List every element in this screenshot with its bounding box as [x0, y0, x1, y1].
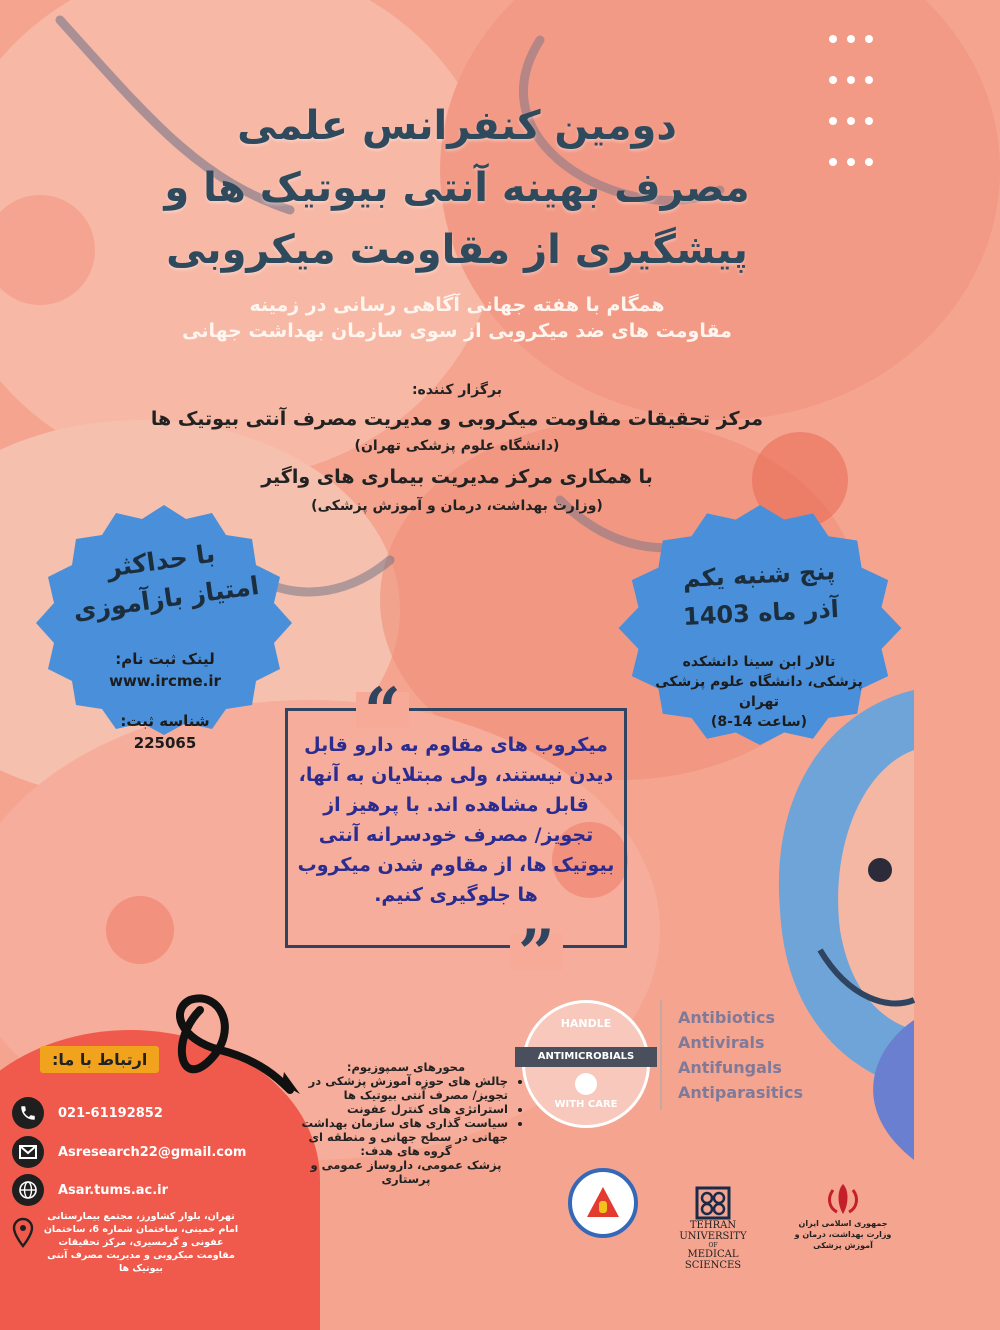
tums-name: MEDICAL SCIENCES [684, 1249, 742, 1271]
location-icon [12, 1218, 34, 1252]
phone-icon [12, 1097, 44, 1129]
antimicrobial-item: Antibiotics [678, 1008, 775, 1027]
pill-icon [575, 1073, 597, 1095]
antimicrobial-item: Antivirals [678, 1033, 765, 1052]
symposium-topics [290, 1060, 522, 1186]
title-line: مصرف بهینه آنتی بیوتیک ها و [164, 165, 750, 211]
venue-line: تالار ابن سینا دانشکده [682, 654, 836, 670]
title-line: پیشگیری از مقاومت میکروبی [166, 227, 748, 273]
quote-text: میکروب های مقاوم به دارو قابل دیدن نیستند، ولی مبتلایان به آنها، قابل مشاهده اند. با پرهیز از تجویز/ مصرف خودسرانه آنتی بیوتیک ها، از مقاوم شدن میکروب ها جلوگیری کنیم. [297, 734, 615, 906]
contact-heading: ارتباط با ما: [40, 1046, 159, 1073]
tums-name: OF [708, 1242, 718, 1249]
topic-item: • چالش های حوزه آموزش پزشکی در تجویز/ مصرف آنتی بیوتیک ها [290, 1074, 508, 1102]
partner-affiliation: (وزارت بهداشت، درمان و آموزش پزشکی) [311, 498, 603, 514]
antimicrobial-item: Antiparasitics [678, 1083, 803, 1102]
ministry-name: وزارت بهداشت، درمان و آموزش پزشکی [794, 1230, 892, 1250]
tums-logo [658, 1186, 768, 1271]
badge-line: امتیاز بازآموزی [71, 570, 262, 626]
divider [660, 1000, 662, 1110]
contact-website-row[interactable] [12, 1174, 168, 1206]
close-quote-icon: ” [510, 934, 563, 970]
title-line: دومین کنفرانس علمی [237, 103, 677, 149]
research-center-logo [568, 1168, 638, 1238]
registration-link-label: لینک ثبت نام: [115, 650, 215, 668]
cme-badge [30, 505, 298, 735]
antimicrobial-item: Antifungals [678, 1058, 782, 1077]
subtitle [120, 292, 794, 344]
venue [636, 652, 882, 732]
venue-line: (ساعت 14-8) [710, 714, 808, 730]
organizer-label: برگزار کننده: [411, 382, 503, 398]
antimicrobial-list [678, 1005, 803, 1105]
handle-text: HANDLE [560, 1017, 612, 1030]
tums-emblem-icon [695, 1186, 731, 1220]
face-illustration [700, 690, 914, 1210]
target-text: پزشک عمومی، داروساز عمومی و پرستاری [310, 1158, 502, 1186]
topic-item: • سیاست گذاری های سازمان بهداشت جهانی در سطح جهانی و منطقه ای [290, 1116, 508, 1144]
open-quote-icon: “ [356, 692, 409, 728]
ministry-name: جمهوری اسلامی ایران [798, 1219, 888, 1228]
topics-list [290, 1074, 522, 1144]
contact-email-row[interactable] [12, 1136, 246, 1168]
mail-icon [12, 1136, 44, 1168]
partner-name: با همکاری مرکز مدیریت بیماری های واگیر [261, 466, 653, 488]
contact-email: Asresearch22@gmail.com [58, 1144, 247, 1160]
target-heading: گروه های هدف: [360, 1144, 452, 1158]
registration-link[interactable]: www.ircme.ir [109, 672, 221, 690]
tums-name: TEHRAN UNIVERSITY [679, 1220, 747, 1242]
registration-id-label: شناسه ثبت: [120, 712, 210, 730]
contact-phone: 021-61192852 [58, 1105, 163, 1121]
conference-title [100, 95, 814, 281]
venue-line: پزشکی، دانشگاه علوم پزشکی [655, 674, 863, 690]
antimicrobials-band: ANTIMICROBIALS [515, 1047, 657, 1067]
dots-decoration [824, 28, 878, 170]
globe-icon [12, 1174, 44, 1206]
registration-id: 225065 [133, 734, 197, 752]
contact-address: تهران، بلوار کشاورز، مجتمع بیمارستانی امام خمینی، ساختمان شماره 6، ساختمان عفونی و گرمسیری، مرکز تحقیقات مقاومت میکروبی و مدیریت مصرف آنتی بیوتیک ها [43, 1211, 239, 1274]
date-badge-text [680, 552, 840, 636]
subtitle-line: همگام با هفته جهانی آگاهی رسانی در زمینه [249, 294, 665, 316]
venue-line: تهران [739, 694, 779, 710]
organizer-affiliation: (دانشگاه علوم پزشکی تهران) [354, 438, 560, 454]
topics-heading: محورهای سمپوزیوم: [346, 1060, 466, 1074]
organizer-name: مرکز تحقیقات مقاومت میکروبی و مدیریت مصرف آنتی بیوتیک ها [150, 408, 764, 430]
with-care-text: WITH CARE [554, 1099, 618, 1110]
badge-shape [30, 505, 298, 735]
subtitle-line: مقاومت های ضد میکروبی از سوی سازمان بهداشت جهانی [182, 320, 732, 342]
badge-line: با حداکثر [105, 538, 218, 583]
contact-phone-row[interactable] [12, 1097, 163, 1129]
handle-with-care-logo [522, 1000, 650, 1128]
topic-item: • استراتژی های کنترل عفونت [290, 1102, 508, 1116]
badge-line: آذر ماه 1403 [682, 594, 840, 632]
iran-emblem-icon [823, 1180, 863, 1218]
contact-website: Asar.tums.ac.ir [58, 1182, 169, 1198]
badge-line: پنج شنبه یکم [682, 557, 836, 593]
ministry-logo [784, 1180, 902, 1251]
